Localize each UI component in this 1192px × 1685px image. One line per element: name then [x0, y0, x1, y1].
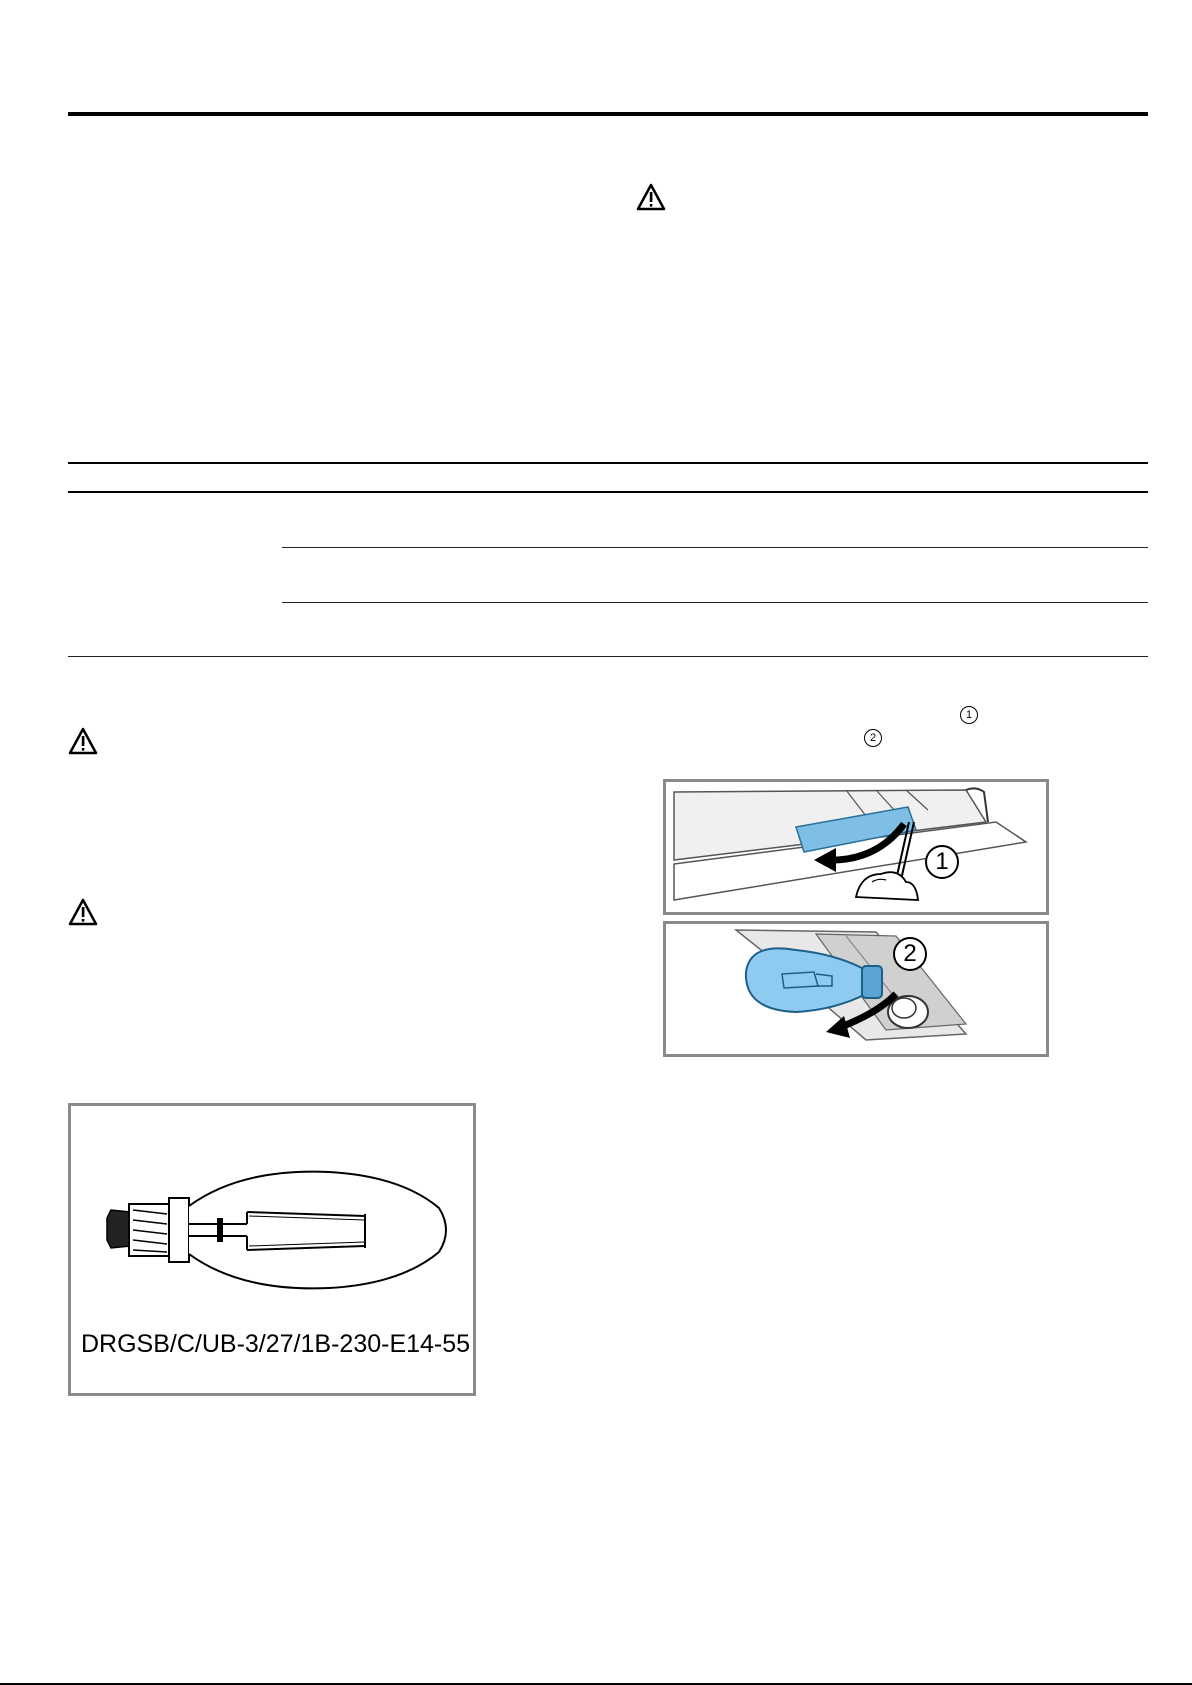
step-2-callout: 2: [864, 729, 882, 747]
table-row-rule: [282, 602, 1148, 603]
table-row-rule: [282, 547, 1148, 548]
table-bottom-rule: [68, 656, 1148, 657]
candle-bulb-icon: [71, 1106, 473, 1306]
step-1-number: 1: [935, 848, 949, 875]
step-1-callout: 1: [960, 706, 978, 724]
figure-bulb-spec: [68, 1103, 476, 1396]
warning-triangle-icon: [68, 727, 98, 755]
header-rule: [68, 112, 1148, 116]
bulb-model-label: DRGSB/C/UB-3/27/1B-230-E14-55: [81, 1330, 471, 1358]
remove-cover-illustration: [666, 782, 1046, 912]
table-header-rule: [68, 491, 1148, 493]
unscrew-bulb-illustration: [666, 924, 1046, 1054]
table-top-rule: [68, 462, 1148, 464]
step-2-number: 2: [903, 940, 917, 967]
figure-unscrew-bulb: [663, 921, 1049, 1057]
warning-triangle-icon: [68, 898, 98, 926]
warning-triangle-icon: [636, 183, 666, 211]
figure-remove-cover: [663, 779, 1049, 915]
